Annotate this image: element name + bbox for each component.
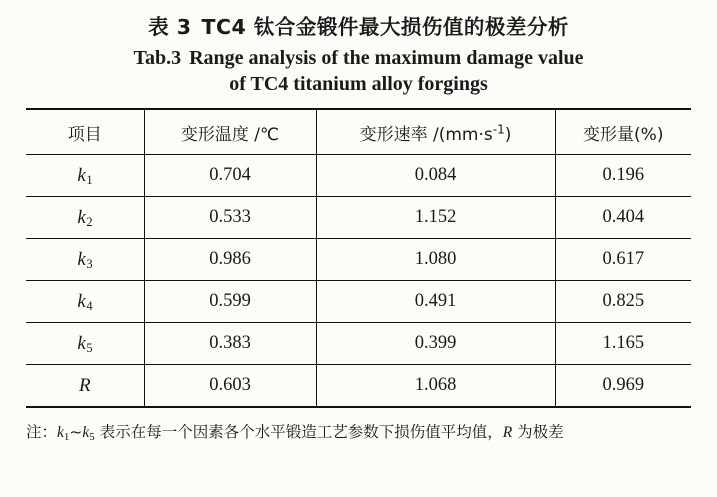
strain-rate-exponent: -1 xyxy=(492,122,505,137)
cell-temperature: 0.603 xyxy=(144,365,316,408)
row-key-subscript: 2 xyxy=(86,214,93,229)
title-english-text1: Range analysis of the maximum damage value xyxy=(189,46,584,69)
footnote-prefix: 注： xyxy=(26,423,58,442)
row-key-subscript: 3 xyxy=(86,256,93,271)
strain-rate-label-end: ) xyxy=(504,124,512,145)
row-key-subscript: 4 xyxy=(86,298,93,313)
row-key-symbol: k xyxy=(77,290,86,312)
row-key-subscript: 1 xyxy=(86,172,93,187)
cell-strain-rate: 1.080 xyxy=(316,239,555,281)
row-key xyxy=(26,155,144,197)
cell-deformation: 0.196 xyxy=(555,155,691,197)
cell-strain-rate: 1.152 xyxy=(316,197,555,239)
row-key xyxy=(26,197,144,239)
row-key-symbol: R xyxy=(78,374,91,396)
cell-temperature: 0.986 xyxy=(144,239,316,281)
table-row xyxy=(26,197,691,239)
footnote-r-symbol: R xyxy=(502,424,513,442)
table-row xyxy=(26,155,691,197)
footnote-k-last: $k_5$ xyxy=(82,424,95,444)
title-block xyxy=(26,14,691,97)
table-number-cn: 表 3 xyxy=(148,15,192,39)
cell-deformation: 0.825 xyxy=(555,281,691,323)
cell-temperature: 0.533 xyxy=(144,197,316,239)
strain-rate-label-main: 变形速率 /(mm·s xyxy=(359,124,493,145)
cell-strain-rate: 0.491 xyxy=(316,281,555,323)
row-key xyxy=(26,365,144,408)
row-key-symbol: k xyxy=(77,248,86,270)
row-key xyxy=(26,323,144,365)
cell-deformation: 0.617 xyxy=(555,239,691,281)
title-english-line2: of TC4 titanium alloy forgings xyxy=(229,73,488,96)
cell-deformation: 0.404 xyxy=(555,197,691,239)
cell-temperature: 0.704 xyxy=(144,155,316,197)
column-header-strain-rate xyxy=(316,109,555,155)
column-header-deformation: 变形量(%) xyxy=(555,109,691,155)
cell-strain-rate: 0.399 xyxy=(316,323,555,365)
title-chinese-text: TC4 钛合金锻件最大损伤值的极差分析 xyxy=(201,15,569,39)
row-key xyxy=(26,281,144,323)
footnote-text-end: 为极差 xyxy=(512,423,564,442)
table-row xyxy=(26,281,691,323)
title-english-line1 xyxy=(26,45,691,71)
table-row xyxy=(26,365,691,408)
row-key xyxy=(26,239,144,281)
cell-strain-rate: 1.068 xyxy=(316,365,555,408)
row-key-subscript: 5 xyxy=(86,340,93,355)
cell-temperature: 0.599 xyxy=(144,281,316,323)
row-key-symbol: k xyxy=(77,332,86,354)
cell-temperature: 0.383 xyxy=(144,323,316,365)
table-row xyxy=(26,323,691,365)
footnote-tilde: ~ xyxy=(69,423,83,442)
range-analysis-table xyxy=(26,108,691,408)
table-row xyxy=(26,239,691,281)
cell-deformation: 0.969 xyxy=(555,365,691,408)
table-header-row xyxy=(26,109,691,155)
cell-deformation: 1.165 xyxy=(555,323,691,365)
table-number-en: Tab.3 xyxy=(133,46,182,69)
column-header-temperature: 变形温度 /℃ xyxy=(144,109,316,155)
title-chinese xyxy=(26,14,691,42)
table-footnote xyxy=(26,420,691,445)
footnote-k-first: $k_1$ xyxy=(57,424,70,444)
row-key-symbol: k xyxy=(77,206,86,228)
footnote-text-middle: 表示在每一个因素各个水平锻造工艺参数下损伤值平均值， xyxy=(94,423,503,442)
column-header-item: 项目 xyxy=(26,109,144,155)
cell-strain-rate: 0.084 xyxy=(316,155,555,197)
row-key-symbol: k xyxy=(77,164,86,186)
